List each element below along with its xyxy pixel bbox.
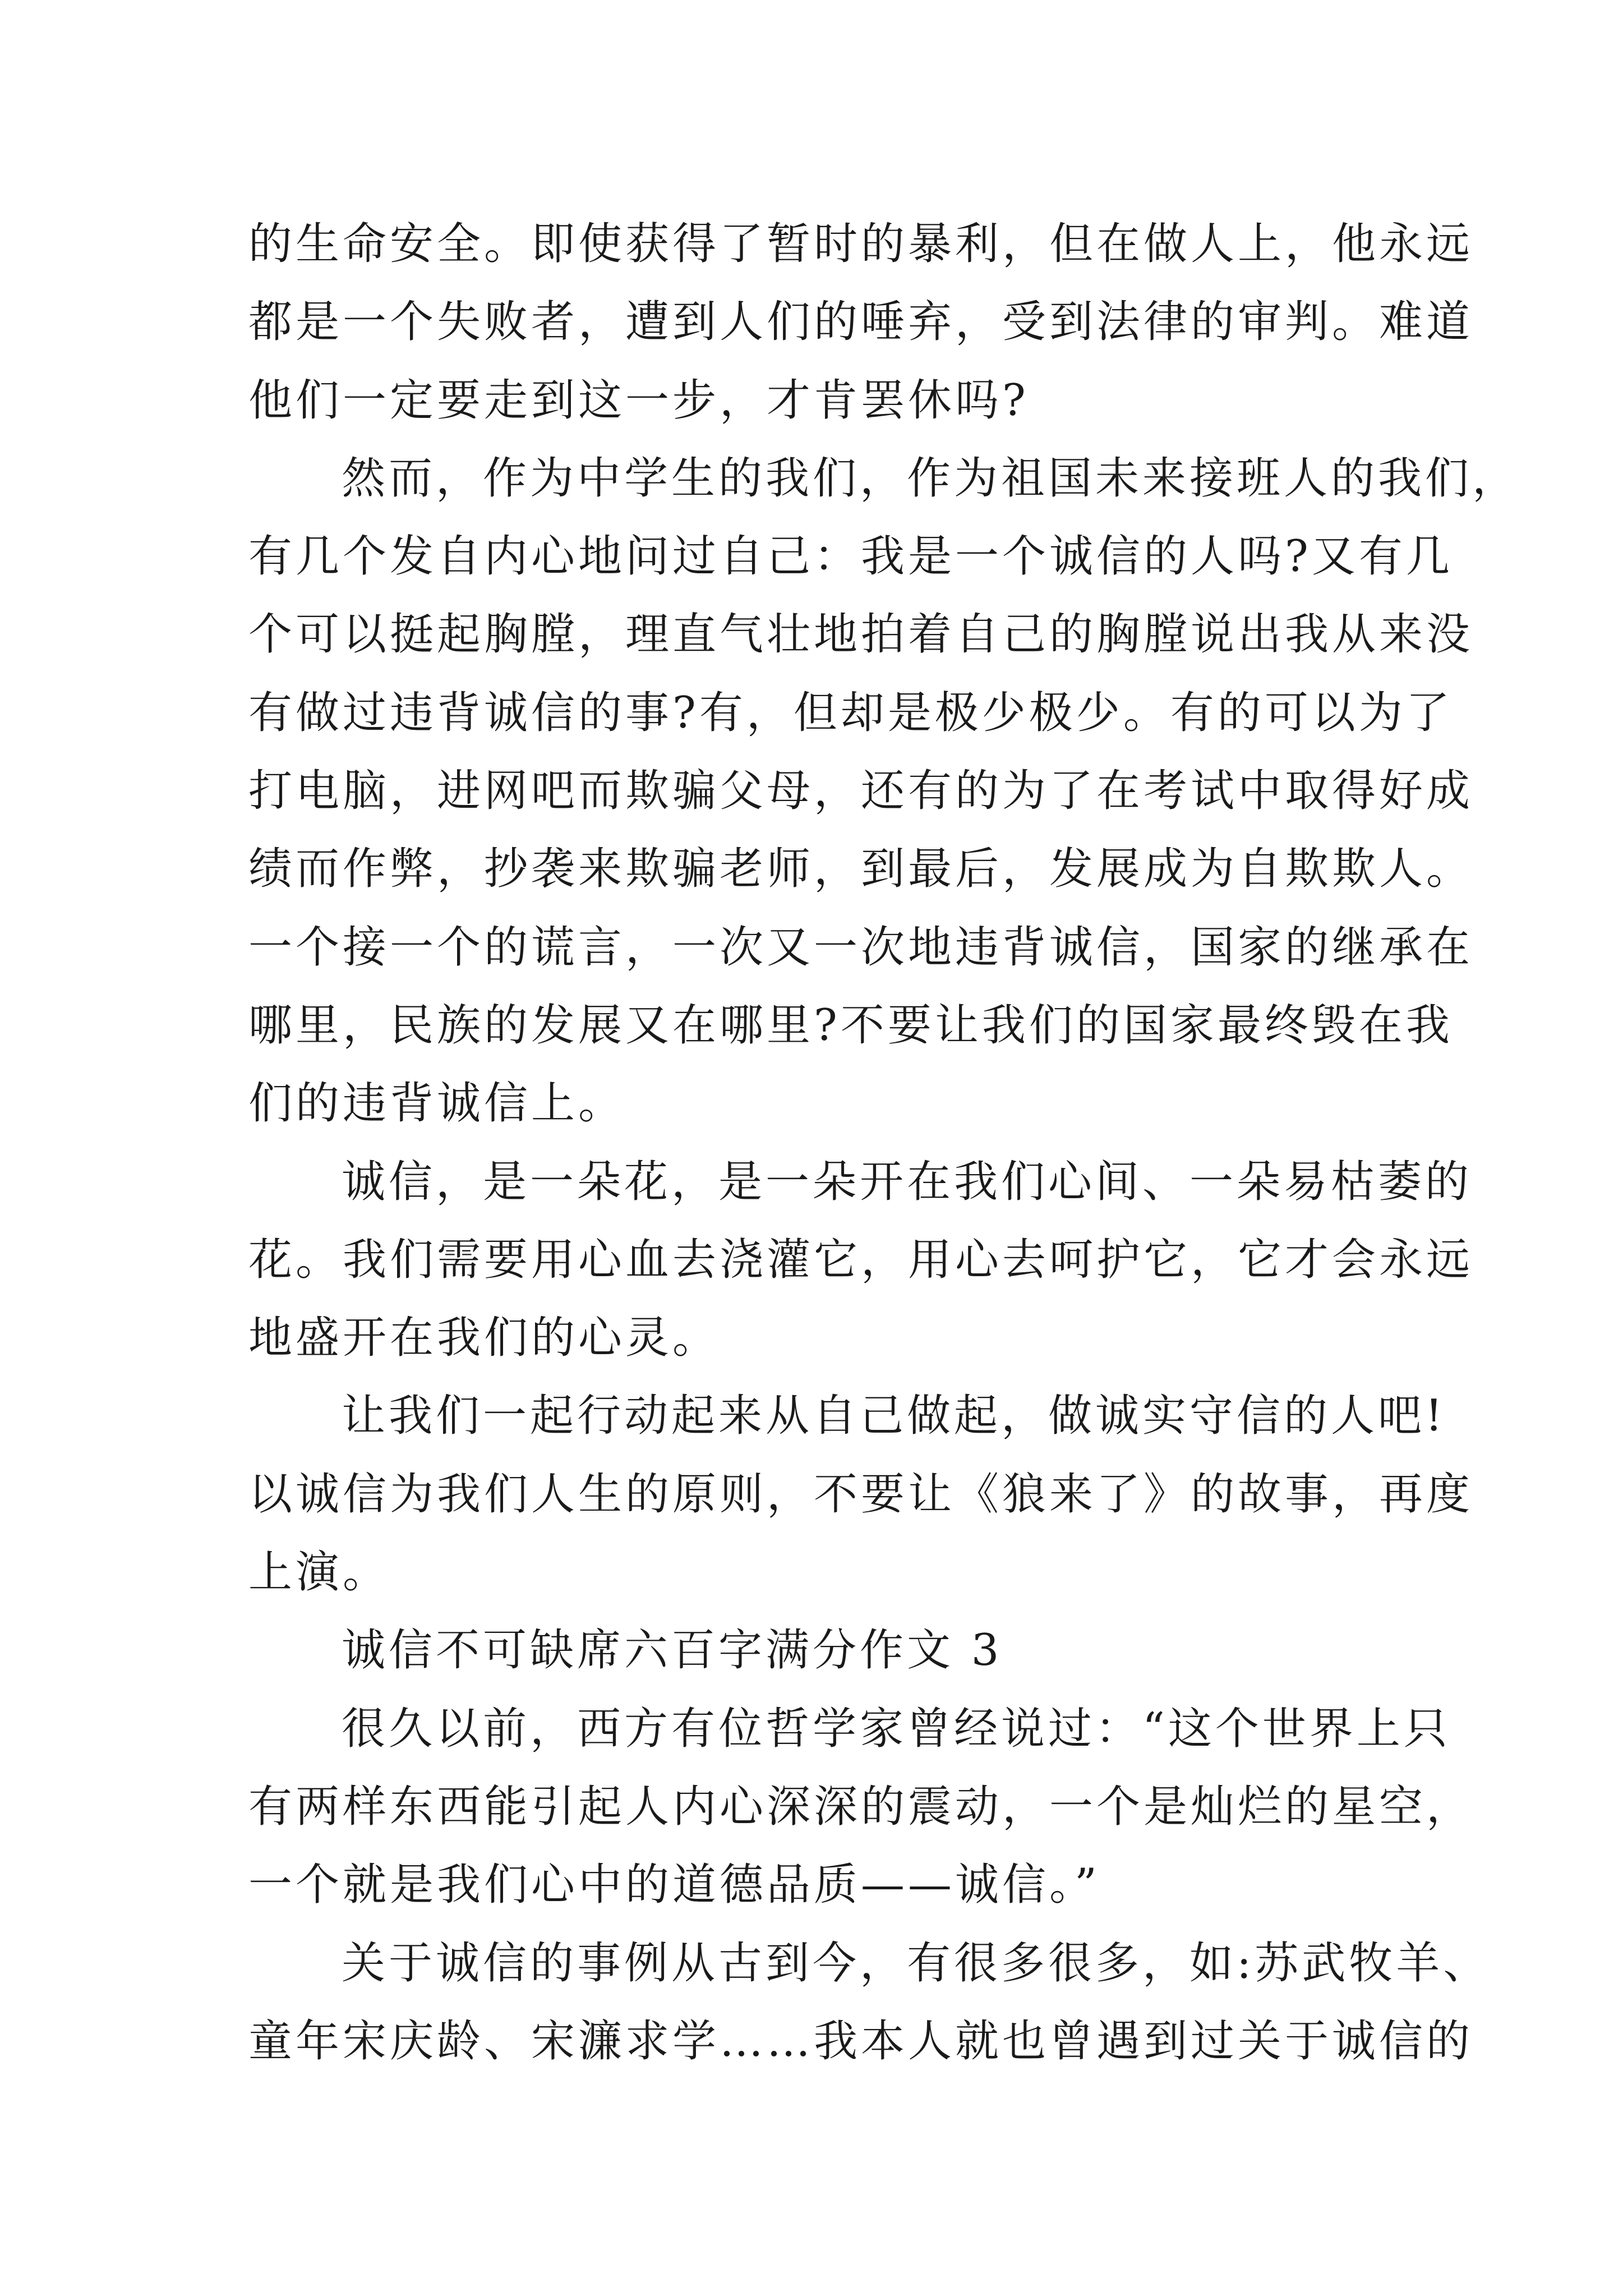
text-line: 花。我们需要用心血去浇灌它，用心去呵护它，它才会永远	[248, 1234, 1474, 1285]
text-line: 哪里，民族的发展又在哪里?不要让我们的国家最终毁在我	[248, 1000, 1453, 1051]
text-line: 以诚信为我们人生的原则，不要让《狼来了》的故事，再度	[248, 1469, 1474, 1520]
text-line: 童年宋庆龄、宋濂求学……我本人就也曾遇到过关于诚信的	[248, 2016, 1474, 2067]
text-line: 地盛开在我们的心灵。	[248, 1313, 720, 1364]
paragraph-start-line: 很久以前，西方有位哲学家曾经说过：“这个世界上只	[342, 1703, 1451, 1754]
section-heading: 诚信不可缺席六百字满分作文 3	[342, 1625, 1003, 1676]
text-line: 个可以挺起胸膛，理直气壮地拍着自己的胸膛说出我从来没	[248, 609, 1474, 660]
text-line: 打电脑，进网吧而欺骗父母，还有的为了在考试中取得好成	[248, 766, 1474, 817]
text-line: 们的违背诚信上。	[248, 1078, 626, 1129]
text-line: 一个就是我们心中的道德品质——诚信。”	[248, 1860, 1100, 1911]
text-line: 绩而作弊，抄袭来欺骗老师，到最后，发展成为自欺欺人。	[248, 844, 1474, 895]
paragraph-start-line: 关于诚信的事例从古到今，有很多很多，如:苏武牧羊、	[342, 1938, 1491, 1989]
paragraph-start-line: 诚信，是一朵花，是一朵开在我们心间、一朵易枯萎的	[342, 1156, 1473, 1207]
text-line: 一个接一个的谎言，一次又一次地违背诚信，国家的继承在	[248, 922, 1474, 973]
text-line: 他们一定要走到这一步，才肯罢休吗?	[248, 375, 1029, 426]
text-line: 上演。	[248, 1547, 390, 1598]
paragraph-start-line: 让我们一起行动起来从自己做起，做诚实守信的人吧!	[342, 1391, 1446, 1442]
text-line: 都是一个失败者，遭到人们的唾弃，受到法律的审判。难道	[248, 297, 1474, 348]
text-line: 有两样东西能引起人内心深深的震动，一个是灿烂的星空，	[248, 1781, 1474, 1832]
paragraph-start-line: 然而，作为中学生的我们，作为祖国未来接班人的我们，	[342, 453, 1520, 504]
text-line: 的生命安全。即使获得了暂时的暴利，但在做人上，他永远	[248, 219, 1474, 269]
document-body	[248, 205, 1520, 2081]
text-line: 有几个发自内心地问过自己：我是一个诚信的人吗?又有几	[248, 531, 1453, 582]
text-line: 有做过违背诚信的事?有，但却是极少极少。有的可以为了	[248, 687, 1453, 738]
